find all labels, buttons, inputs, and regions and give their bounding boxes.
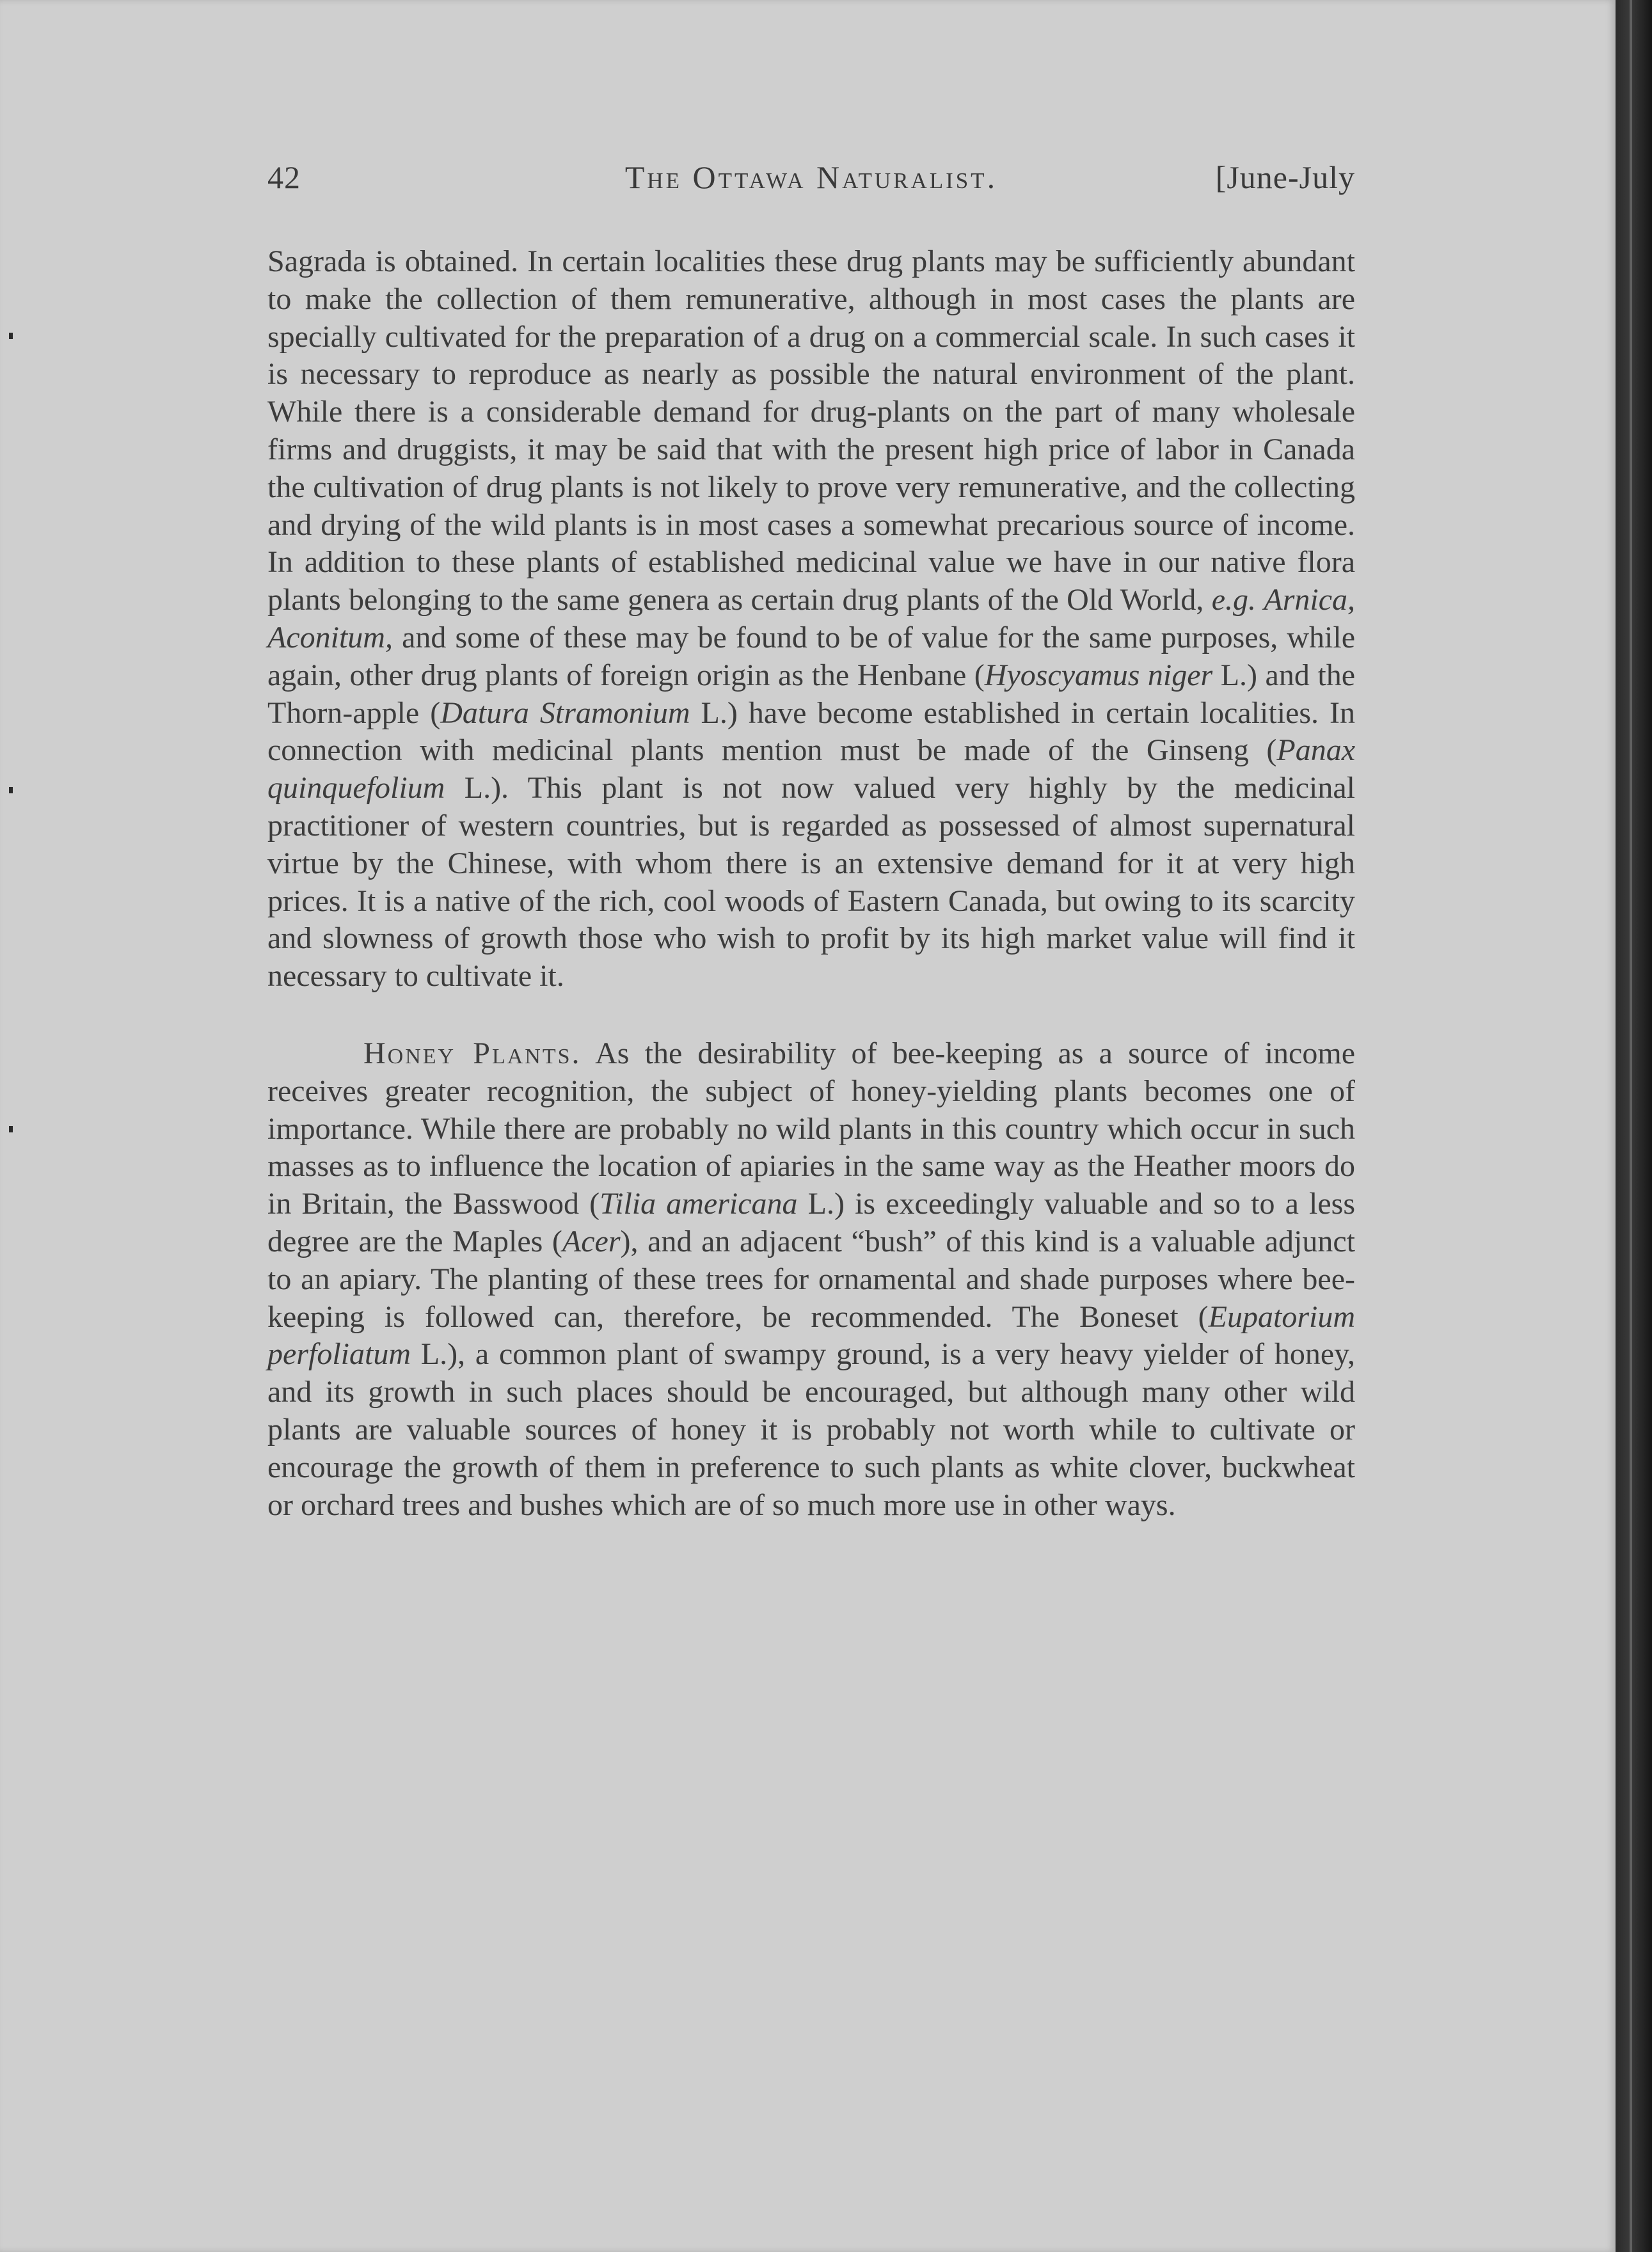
journal-title: The Ottawa Naturalist. xyxy=(624,159,998,195)
page-number: 42 xyxy=(267,159,301,195)
article-body xyxy=(267,243,1355,1524)
italic-taxon: Hyoscyamus niger xyxy=(984,658,1213,692)
running-header xyxy=(267,159,1355,203)
section-heading: Honey Plants. xyxy=(363,1036,582,1070)
italic-taxon: Datura Stramonium xyxy=(440,695,690,730)
scan-speck xyxy=(9,333,13,339)
issue-date: [June-July xyxy=(1215,159,1355,195)
paragraph-drug-plants xyxy=(267,243,1355,995)
italic-taxon: Tilia americana xyxy=(600,1187,798,1221)
italic-taxon: Arnica, Aconitum, xyxy=(267,583,1356,654)
scanner-edge xyxy=(1616,0,1652,2252)
text-run: and some of these may be found to be of value for the same purposes, while again, other drug plants of foreign origin as the Henbane ( xyxy=(267,620,1356,692)
italic-taxon: Acer xyxy=(562,1224,621,1258)
scan-speck xyxy=(9,1126,13,1132)
text-run: L.). This plant is not now valued very highly by the medicinal practitioner of western countries, but is regarded as possessed of almost supernatural virtue by the Chinese, with whom there is an extensive demand for it at very high prices. It is a native of the rich, cool woods of Eastern Canada, but owing to its scarcity and slowness of growth those who wish to profit by its high market value will find it necessary to cultivate it. xyxy=(267,771,1356,994)
text-run: As the desirability of bee-keeping as a source of income receives greater recognition, the subject of honey-yielding plants becomes one of importance. While there are probably no wild plants in this country which occur in such masses as to influence the location of apiaries in the same way as the Heather moors do in Britain, the Basswood ( xyxy=(267,1036,1356,1221)
scan-speck xyxy=(9,787,13,793)
text-run: L.) is exceedingly valuable and so to a less degree are the Maples ( xyxy=(267,1187,1356,1258)
text-run: Sagrada is obtained. In certain localities these drug plants may be sufficiently abundant to make the collection of them remunerative, although in most cases the plants are specially cultivated for the preparation of a drug on a commercial scale. In such cases it is necessary to reproduce as nearly as possible the natural environment of the plant. While there is a considerable demand for drug-plants on the part of many wholesale firms and druggists, it may be said that with the present high price of labor in Canada the cultivation of drug plants is not likely to prove very remunerative, and the collecting and drying of the wild plants is in most cases a somewhat precarious source of income. In addition to these plants of established medicinal value we have in our native flora plants belonging to the same genera as certain drug plants of the Old World, xyxy=(267,244,1355,617)
paragraph-honey-plants xyxy=(267,1035,1355,1524)
page-edge-line xyxy=(1630,0,1632,2252)
text-run: L.) have become established in certain localities. In connection with medicinal plants mention must be made of the Ginseng ( xyxy=(267,695,1356,768)
text-run: ), and an adjacent “bush” of this kind is a valuable adjunct to an apiary. The planting of these trees for ornamental and shade purposes where bee-keeping is followed can, therefore, be recommended. The Boneset ( xyxy=(267,1224,1356,1334)
italic-run: e.g. xyxy=(1211,583,1257,617)
text-run: L.) and the Thorn-apple ( xyxy=(267,658,1356,730)
italic-taxon: Panax quinquefolium xyxy=(267,733,1355,805)
text-run: L.), a common plant of swampy ground, is a very heavy yielder of honey, and its growth in such places should be encouraged, but although many other wild plants are valuable sources of honey it is probably not worth while to cultivate or encourage the growth of them in preference to such plants as white clover, buckwheat or orchard trees and bushes which are of so much more use in other ways. xyxy=(267,1337,1356,1522)
italic-taxon: Eupatorium perfoliatum xyxy=(267,1299,1355,1372)
